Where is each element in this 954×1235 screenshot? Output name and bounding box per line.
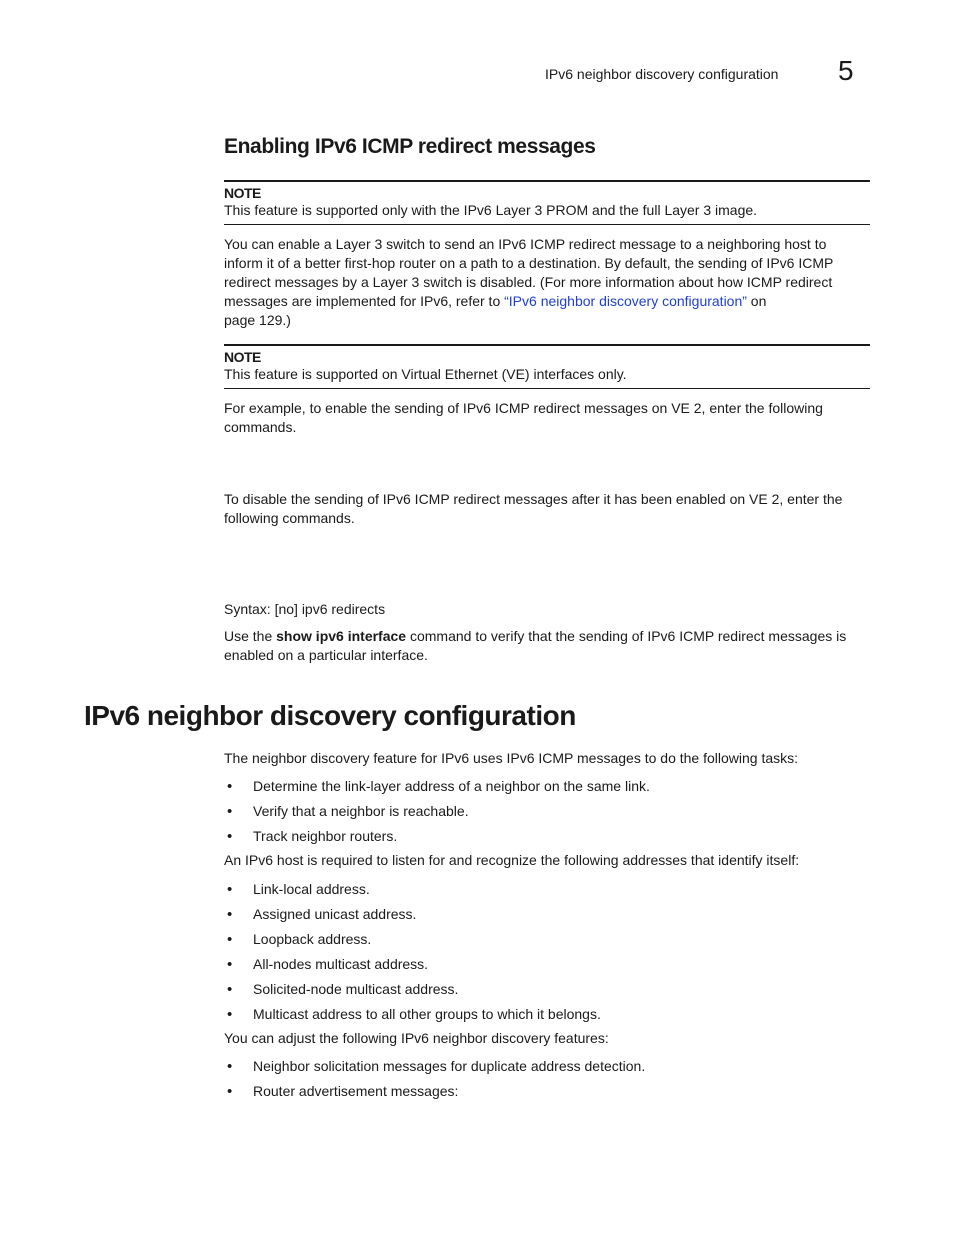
bullet-icon: • xyxy=(227,828,233,845)
paragraph-text: on xyxy=(746,293,767,309)
note-top-rule xyxy=(224,344,870,346)
note-top-rule xyxy=(224,180,870,182)
list-item xyxy=(224,930,870,955)
list-item xyxy=(224,827,870,852)
list-item-text: Loopback address. xyxy=(253,931,372,947)
chapter-number: 5 xyxy=(838,55,854,86)
list-item-text: Assigned unicast address. xyxy=(253,906,417,922)
paragraph-line: page 129.) xyxy=(224,312,291,328)
list-item-text: Link-local address. xyxy=(253,881,370,897)
list-item-text: Determine the link-layer address of a neighbor on the same link. xyxy=(253,778,650,794)
main-heading: IPv6 neighbor discovery configuration xyxy=(84,700,576,731)
list-item xyxy=(224,955,870,980)
paragraph: An IPv6 host is required to listen for and recognize the following addresses that identify itself: xyxy=(224,852,800,868)
list-item-text: Multicast address to all other groups to which it belongs. xyxy=(253,1006,601,1022)
list-item xyxy=(224,1005,870,1030)
list-item xyxy=(224,980,870,1005)
paragraph: The neighbor discovery feature for IPv6 uses IPv6 ICMP messages to do the following tasks: xyxy=(224,750,799,766)
paragraph xyxy=(224,399,870,437)
bullet-icon: • xyxy=(227,1058,233,1075)
paragraph xyxy=(224,490,870,528)
paragraph-line xyxy=(224,627,870,646)
running-header-title: IPv6 neighbor discovery configuration xyxy=(545,66,779,82)
paragraph-line: To disable the sending of IPv6 ICMP redirect messages after it has been enabled on VE 2, enter the xyxy=(224,491,843,507)
paragraph-line: enabled on a particular interface. xyxy=(224,647,428,663)
list-item-text: Verify that a neighbor is reachable. xyxy=(253,803,469,819)
paragraph-line: You can enable a Layer 3 switch to send an IPv6 ICMP redirect message to a neighboring host to xyxy=(224,236,827,252)
list-item xyxy=(224,777,870,802)
paragraph-line: redirect messages by a Layer 3 switch is disabled. (For more information about how ICMP redirect xyxy=(224,274,833,290)
note-bottom-rule xyxy=(224,224,870,225)
paragraph: You can adjust the following IPv6 neighbor discovery features: xyxy=(224,1030,609,1046)
list-item-text: Solicited-node multicast address. xyxy=(253,981,459,997)
note-label: NOTE xyxy=(224,185,261,201)
note-label: NOTE xyxy=(224,349,261,365)
bullet-list-tasks xyxy=(224,777,870,852)
bullet-icon: • xyxy=(227,906,233,923)
paragraph-text: messages are implemented for IPv6, refer to xyxy=(224,293,505,309)
bullet-list-addresses xyxy=(224,880,870,1030)
bullet-icon: • xyxy=(227,1006,233,1023)
paragraph-line: inform it of a better first-hop router on a path to a destination. By default, the sending of IPv6 ICMP xyxy=(224,255,834,271)
note-bottom-rule xyxy=(224,388,870,389)
bullet-icon: • xyxy=(227,931,233,948)
bullet-icon: • xyxy=(227,881,233,898)
bullet-icon: • xyxy=(227,1083,233,1100)
bullet-icon: • xyxy=(227,778,233,795)
section-heading: Enabling IPv6 ICMP redirect messages xyxy=(224,135,596,158)
paragraph-line xyxy=(224,292,870,311)
bullet-icon: • xyxy=(227,956,233,973)
bullet-list-features xyxy=(224,1057,870,1107)
list-item-text: Track neighbor routers. xyxy=(253,828,398,844)
paragraph-text: Use the xyxy=(224,628,277,644)
syntax-line: Syntax: [no] ipv6 redirects xyxy=(224,601,386,617)
cross-reference-link[interactable]: “IPv6 neighbor discovery configuration” xyxy=(504,293,747,309)
command-name: show ipv6 interface xyxy=(276,628,407,644)
note-text: This feature is supported on Virtual Ethernet (VE) interfaces only. xyxy=(224,366,627,382)
list-item xyxy=(224,802,870,827)
paragraph xyxy=(224,235,870,330)
list-item-text: Router advertisement messages: xyxy=(253,1083,459,1099)
bullet-icon: • xyxy=(227,803,233,820)
list-item xyxy=(224,1082,870,1107)
paragraph-text: command to verify that the sending of IPv6 ICMP redirect messages is xyxy=(406,628,847,644)
paragraph-line: following commands. xyxy=(224,510,355,526)
paragraph-line: commands. xyxy=(224,419,297,435)
paragraph xyxy=(224,627,870,665)
list-item-text: Neighbor solicitation messages for duplicate address detection. xyxy=(253,1058,646,1074)
paragraph-line: For example, to enable the sending of IPv6 ICMP redirect messages on VE 2, enter the following xyxy=(224,400,823,416)
list-item-text: All-nodes multicast address. xyxy=(253,956,429,972)
list-item xyxy=(224,905,870,930)
bullet-icon: • xyxy=(227,981,233,998)
list-item xyxy=(224,880,870,905)
note-text: This feature is supported only with the IPv6 Layer 3 PROM and the full Layer 3 image. xyxy=(224,202,758,218)
list-item xyxy=(224,1057,870,1082)
